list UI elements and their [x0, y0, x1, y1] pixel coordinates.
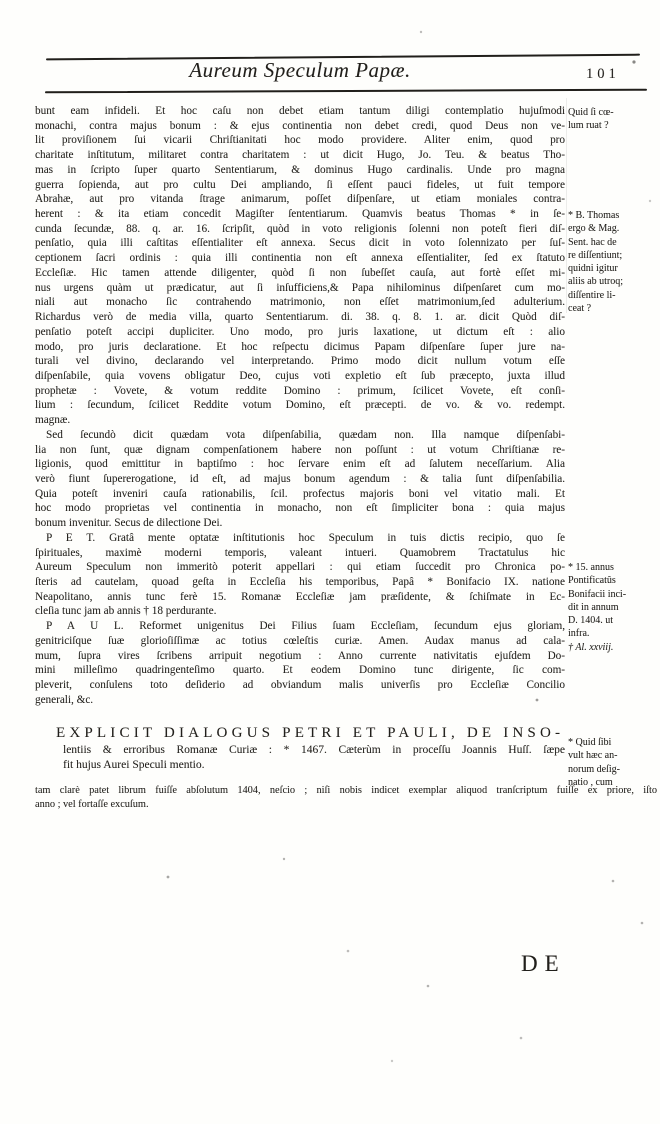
- body-text-line: Eccleſiæ. Hic tamen attende diligenter, quòd ſi non ſubeſſet cauſa, aut fortè eſſet mi-: [35, 266, 565, 279]
- footnote-line: anno ; vel fortaſſe excuſum.: [35, 799, 149, 811]
- body-text-column: [35, 104, 565, 707]
- explicit-section: [35, 725, 565, 773]
- body-text-line: mini milleſimo quadringenteſimo quarto. Et eodem Domino tunc dirigente, ſic com-: [35, 664, 565, 677]
- body-text-line: P A U L. Reformet unigenitus Dei Filius ſuam Eccleſiam, ſecundum ejus gloriam,: [46, 620, 565, 633]
- body-text-line: ceptionem ſacri ordinis : quia illi continentia non eſt annexa eſſentialiter, ſed ex ſtatuto: [35, 252, 565, 265]
- body-text-line: P E T. Gratâ mente optatæ inſtitutionis hoc Speculum in tuis dictis recipio, quo ſe: [46, 531, 565, 544]
- body-text-line: magnæ.: [35, 414, 71, 427]
- body-text-line: cleſia tunc jam ab annis † 18 perdurante.: [35, 605, 217, 618]
- margin-note-line: * B. Thomas: [568, 210, 620, 221]
- margin-note-line: † Al. xxviij.: [568, 641, 614, 653]
- margin-note-line: lum ruat ?: [568, 120, 609, 132]
- body-text-line: Sed ſecundò dicit quædam vota diſpenſabilia, quædam non. Illa namque diſpenſabi-: [46, 428, 565, 441]
- body-text-line: nus urgens quàm ut prædicatur, aut ſi inſufficiens,& Papa nihilominus diſpenſaret cum mo-: [35, 281, 565, 294]
- body-text-line: lium : ſecundum, ſcilicet Reddite votum Domino, eſt præcepti. de vo. & vo. redempt.: [35, 399, 565, 412]
- body-text-line: prophetæ : Vovete, & votum reddite Domino : primum, ſcilicet Vovete, eſt conſi-: [35, 384, 565, 397]
- body-text-line: Aureum Speculum non immeritò poterit appellari : qui etiam ſuccedit pro Chronica po-: [35, 561, 565, 574]
- margin-note-b-thomas: [568, 209, 658, 315]
- body-text-line: ſteris ad cautelam, quoad geſta in Eccleſia his temporibus, Papâ * Bonifacio IX. natione: [35, 576, 565, 588]
- page-number: 101: [586, 66, 620, 82]
- body-text-line: bunt eam infideli. Et hoc caſu non debet etiam tantum diligi contemplatio hujuſmodi: [35, 105, 565, 117]
- explicit-continuation: [63, 743, 565, 773]
- margin-note-line: dit in annum: [568, 601, 619, 613]
- body-text-line: mum, ſupra vires ſcribens arripuit negotium : Anno currente nativitatis ejuſdem Do-: [35, 649, 565, 662]
- body-text-line: penſatio, quia illi caſtitas eſſentialiter eſt annexa. Secus dicit in voto ſolennizato per ſuſ-: [35, 237, 565, 250]
- margin-note-line: natio , cum: [568, 776, 613, 788]
- body-text-line: lit proviſionem ſui vicarii Chriſtianitati hoc modo providere. Aliter enim, quod pro: [35, 134, 565, 147]
- body-text-line: mas in ſcripto ſuper quarto Sententiarum, & dominus Hugo cardinalis. Unde pro magna: [35, 163, 565, 176]
- body-text-line: genitriciſque ſuæ glorioſiſſimæ ac totius cœleſtis curiæ. Amen. Audax manus ad cala-: [35, 634, 565, 647]
- body-text-line: niali aut monacho ſic contrahendo matrimonio, non eſſet matrimonium,ſed adulterium.: [35, 296, 565, 309]
- margin-note-line: diſſentire li-: [568, 289, 616, 301]
- explicit-heading: EXPLICIT DIALOGUS PETRI ET PAULI, DE INSO-: [56, 725, 565, 741]
- margin-note-line: Bonifacii inci-: [568, 588, 627, 600]
- body-text-line: generali, &c.: [35, 693, 94, 706]
- footnote-line: tam clarè patet librum fuiſſe abſolutum 1404, neſcio ; niſi nobis indicet exemplar aliquod tranſcriptum fuiſſe ex priore, iſto: [35, 785, 657, 796]
- margin-note-line: * Quid ſibi: [568, 737, 612, 748]
- footnote: [35, 784, 657, 812]
- body-text-line: cunda ſecundæ, 88. q. ar. 16. ſcripſit, quòd in voto religionis ſolenni non poteſt fieri diſ-: [35, 222, 565, 235]
- body-text-line: guerra ſopienda, aut pro cultu Dei ampliando, ſi eſſent pauci fideles, ut fuit tempore: [35, 178, 565, 191]
- scan-fold-artifact: [566, 98, 567, 313]
- margin-note-line: D. 1404. ut: [568, 615, 613, 627]
- margin-note-pontificatus: [568, 561, 658, 654]
- body-text-line: Quia poteſt inveniri cauſa rationabilis, ſcil. profectus majoris boni vel vitatio mali. Et: [35, 487, 565, 500]
- body-text-line: herent : & ita etiam concedit Magiſter ſententiarum. Quamvis beatus Thomas * in ſe-: [35, 208, 565, 221]
- margin-note-line: Pontificatûs: [568, 575, 616, 587]
- body-text-line: penſatio poteſt accipi dupliciter. Uno modo, pro juris laxatione, ut dictum eſt : alio: [35, 325, 565, 338]
- margin-note-quid-si-coelum: [568, 106, 658, 133]
- body-text-line: Abrahæ, aut pro vitanda ſtrage animarum, poſſet diſpenſare, ut etiam moniales contra-: [35, 193, 565, 206]
- body-text-line: charitate inſtitutum, militaret contra charitatem : ut dicit Hugo, Jo. Teu. & beatus Tho-: [35, 149, 565, 162]
- margin-note-line: ceat ?: [568, 303, 592, 315]
- body-text-line: modo, pro juris declaratione. Et hoc reſpectu dicimus Papam diſpenſare ſuper jure na-: [35, 340, 565, 353]
- body-text-line: Richardus verò de media villa, quarto Sententiarum. di. 38. q. 8. 1. ar. dicit Quòd diſ-: [35, 311, 565, 324]
- body-text-line: hoc modo proprietas vel continentia in monacho, non eſt ſimpliciter bona : quia majus: [35, 502, 565, 515]
- explicit-line: lentiis & erroribus Romanæ Curiæ : * 1467. Cæterùm in proceſſu Joannis Huſſ. ſæpe: [63, 744, 565, 756]
- margin-note-line: Quid ſi cœ-: [568, 107, 614, 118]
- body-text-line: monachi, contra majus bonum : & ejus continentia non debet credi, quod Deus non ve-: [35, 119, 565, 132]
- body-text-line: ſpirituales, maximè moderni temporis, valeant intueri. Quamobrem Tractatulus hic: [35, 546, 565, 559]
- margin-note-line: * 15. annus: [568, 562, 614, 573]
- body-text-line: verò fiunt ſupererogatione, id eſt, ad majus bonum agendum : & talia ſunt diſpenſabilia.: [35, 472, 565, 485]
- body-text-line: lia non ſunt, quæ dignam compenſationem habere non poſſunt : ut votum Chriſtianæ re-: [35, 443, 565, 456]
- margin-note-line: infra.: [568, 628, 590, 640]
- body-text-line: Neapolitano, annis tunc ferè 15. Romanæ Eccleſiæ jam præſidente, & ſchiſmate in Ec-: [35, 590, 565, 603]
- body-text-line: turali vel divino, declarando vel interpretando. Primo modo dicit nullum votum eſſe: [35, 355, 565, 368]
- header-rule-bottom: [45, 89, 647, 93]
- body-text-line: pleverit, conſulens toto deſiderio ad obviandum malis univerſis pro Eccleſiæ Concilio: [35, 679, 565, 692]
- margin-note-line: aliis ab utroq;: [568, 276, 623, 288]
- margin-note-line: norum deſig-: [568, 763, 620, 775]
- margin-note-line: vult hæc an-: [568, 750, 618, 762]
- body-text-line: diſpenſabile, quia vovens obligatur Deo, cujus voti expletio eſt ſub præcepto, juxta illud: [35, 369, 565, 382]
- body-text-line: bonum invenitur. Secus de dilectione Dei.: [35, 517, 223, 530]
- running-title: Aureum Speculum Papæ.: [189, 58, 411, 82]
- margin-note-line: quidni igitur: [568, 263, 618, 275]
- margin-note-annorum-designatio: [568, 736, 658, 789]
- catchword: DE: [521, 951, 566, 976]
- margin-note-line: Sent. hac de: [568, 236, 617, 248]
- margin-note-line: ergo & Mag.: [568, 223, 620, 235]
- body-text-line: ligionis, quod emittitur in baptiſmo : hoc ſervare enim eſt ad ſalutem neceſſarium. Alia: [35, 458, 565, 471]
- margin-note-line: re diſſentiunt;: [568, 249, 623, 261]
- scan-specks: [0, 0, 2, 2]
- explicit-line: fit hujus Aurei Speculi mentio.: [63, 759, 205, 772]
